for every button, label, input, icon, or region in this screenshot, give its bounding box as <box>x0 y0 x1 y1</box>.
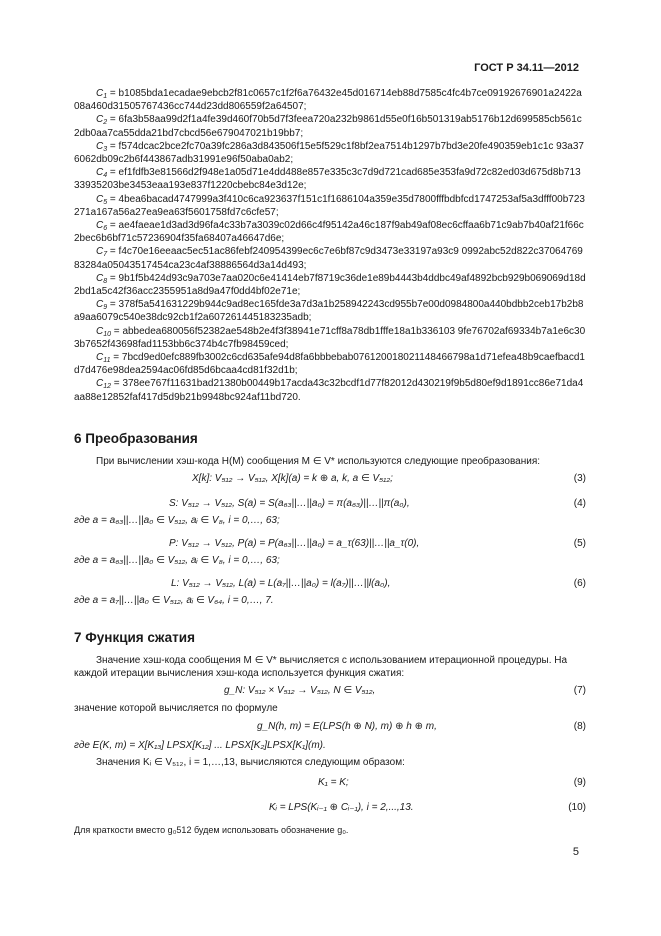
formula-5-where: где a = a₆₃||…||a₀ ∈ V₅₁₂, aᵢ ∈ V₈, i = 0,…, 63; <box>74 555 280 566</box>
section-7-title: 7 Функция сжатия <box>74 630 195 645</box>
formula-6-number: (6) <box>573 578 586 589</box>
constant-label <box>74 167 107 178</box>
constant-name: $C_9$ <box>96 299 108 312</box>
formula-9-number: (9) <box>573 777 586 788</box>
constant-value: 378ee767f11631bad21380b00449b17acda43c32bcdf1d77f82012d430219f9b5d80ef9d1891cc86e71da4aa88e12852faf417d5d9b21b9948bc924af11bd720. <box>74 378 584 403</box>
constant-index: 3 <box>103 145 108 153</box>
section-6-title: 6 Преобразования <box>74 431 198 446</box>
formula-8-number: (8) <box>573 721 586 732</box>
formula-5-number: (5) <box>573 538 586 549</box>
formula-8-where: где E(K, m) = X[K₁₃] LPSX[K₁₂] ... LPSX[K₂]LPSX[K₁](m). <box>74 740 326 751</box>
constant-name: $C_2$ <box>96 114 108 127</box>
constant-entry: $C_7$ = f4c70e16eeaac5ec51ac86febf240954399ec6c7e6bf87c9d3473e33197a93c9 0992abc52d822c3706476983284a05043517454ca23c4af38886564d3a14d493; <box>74 246 583 271</box>
iteration-constants-list <box>74 87 586 404</box>
constant-value: 7bcd9ed0efc889fb3002c6cd635afe94d8fa6bbbebab076120018021148466798a1d71efea48b9caefbacd1d7d476e98dea2594ac06fd85d6bcaa4cd81f32d1b; <box>74 352 585 377</box>
formula-6-where: где a = a₇||…||a₀ ∈ V₅₁₂, aᵢ ∈ V₆₄, i = 0,…, 7. <box>74 595 274 606</box>
constant-index: 12 <box>103 383 112 391</box>
constant-label <box>74 88 107 99</box>
constant-name: $C_7$ <box>96 246 108 259</box>
constant-index: 8 <box>103 277 108 285</box>
formula-3 <box>74 473 586 487</box>
formula-3-number: (3) <box>573 473 586 484</box>
constant-label <box>74 352 111 363</box>
formula-4-expr: S: V₅₁₂ → V₅₁₂, S(a) = S(a₆₃||…||a₀) = π(a₆₃)||…||π(a₀), <box>169 498 410 509</box>
constant-value: ae4faeae1d3ad3d96fa4c33b7a3039c02d66c4f95142a46c187f9ab49af08ec6cffaa6b71c9ab7b40af21f66c2bec6b6bf71c57236904f35fa68407a46647d6e; <box>74 220 584 245</box>
constant-label <box>74 141 107 152</box>
constant-value: 378f5a541631229b944c9ad8ec165fde3a7d3a1b258942243cd955b7e00d0984800a440bdbb2ceb17b2b8a9aa6079c540e38dc92cb1f2a607261445183235adb; <box>74 299 584 324</box>
constant-value: 4bea6bacad4747999a3f410c6ca923637f151c1f1686104a359e35d7800fffbdbfcd1747253af5a3dfff00b723271a167a56a27ea9ea63f5601758fd7c6cfe57; <box>74 193 585 218</box>
formula-5 <box>74 538 586 552</box>
constant-name: $C_4$ <box>96 167 108 180</box>
constant-name: $C_3$ <box>96 140 108 153</box>
constant-label <box>74 246 107 257</box>
constant-entry: $C_8$ = 9b1f5b424d93c9a703e7aa020c6e41414eb7f8719c36de1e89b4443b4ddbc49af4892bcb929b069069d18d2bd1a5c42f36acc2355951a8d9a47f0dd4bf02e71e; <box>74 272 586 298</box>
constant-value: f574dcac2bce2fc70a39fc286a3d843506f15e5f529c1f8bf2ea7514b1297b7bd3e20fe490359eb1c1c 93a376062db09c2b6f443867adb31991e96f50aba0ab2; <box>74 140 584 166</box>
constant-index: 9 <box>103 304 108 312</box>
formula-8-expr: g_N(h, m) = E(LPS(h ⊕ N), m) ⊕ h ⊕ m, <box>257 721 437 732</box>
formula-7-expr: g_N: V₅₁₂ × V₅₁₂ → V₅₁₂, N ∈ V₅₁₂, <box>224 685 376 696</box>
formula-9 <box>74 777 586 791</box>
constant-label <box>74 299 107 310</box>
constant-entry: $C_6$ = ae4faeae1d3ad3d96fa4c33b7a3039c02d66c4f95142a46c187f9ab49af08ec6cffaa6b71c9ab7b40af21f66c2bec6b6bf71c57236904f35fa68407a46647d6e; <box>74 220 584 245</box>
constant-entry: $C_{12}$ = 378ee767f11631bad21380b00449b17acda43c32bcdf1d77f82012d430219f9b5d80ef9d1891cc86e71da4aa88e12852faf417d5d9b21b9948bc924af11bd720. <box>74 378 584 403</box>
constant-index: 4 <box>103 172 108 180</box>
constant-index: 10 <box>103 330 112 338</box>
constant-entry: $C_{11}$ = 7bcd9ed0efc889fb3002c6cd635afe94d8fa6bbbebab076120018021148466798a1d71efea48b9caefbacd1d7d476e98dea2594ac06fd85d6bcaa4cd81f32d1b; <box>74 352 585 377</box>
text-after-formula-7: значение которой вычисляется по формуле <box>74 703 278 714</box>
constant-value: 6fa3b58aa99d2f1a4fe39d460f70b5d7f3feea720a232b9861d55e0f16b501319ab5176b12d699585cb561c2db0aa7ca55dda21bd7cbcd56e679047021b19bb7; <box>74 114 582 139</box>
constant-label <box>74 220 107 231</box>
formula-4-where: где a = a₆₃||…||a₀ ∈ V₅₁₂, aᵢ ∈ V₈, i = 0,…, 63; <box>74 515 280 526</box>
section-6-intro: При вычислении хэш-кода H(M) сообщения M ∈ V* используются следующие преобразования: <box>96 456 541 467</box>
constant-index: 1 <box>103 93 108 100</box>
formula-5-expr: P: V₅₁₂ → V₅₁₂, P(a) = P(a₆₃||…||a₀) = a_τ(63)||…||a_τ(0), <box>169 538 420 549</box>
constant-index: 11 <box>103 357 111 365</box>
formula-7 <box>74 685 586 699</box>
constant-entry: $C_1$ = b1085bda1ecadae9ebcb2f81c0657c1f2f6a76432e45d016714eb88d7585c4fc4b7ce09192676901a2422a08a460d31505767436cc744d23dd806559f2a64507; <box>74 88 582 113</box>
constant-label <box>74 378 111 389</box>
formula-4 <box>74 498 586 512</box>
keys-definition-text: Значения Kᵢ ∈ V₅₁₂, i = 1,…,13, вычисляются следующим образом: <box>96 757 405 768</box>
constant-label <box>74 114 107 125</box>
formula-4-number: (4) <box>573 498 586 509</box>
constant-value: abbedea680056f52382ae548b2e4f3f38941e71cff8a78db1fffe18a1b336103 9fe76702af69334b7a1e6c303b7652f43698fad1153bb6c374b4c7fb98459ced; <box>74 325 586 350</box>
constant-index: 6 <box>103 225 108 233</box>
constant-value: 9b1f5b424d93c9a703e7aa020c6e41414eb7f8719c36de1e89b4443b4ddbc49af4892bcb929b069069d18d2bd1a5c42f36acc2355951a8d9a47f0dd4bf02e71e; <box>74 272 586 298</box>
constant-index: 7 <box>103 251 108 259</box>
section-7-intro: Значение хэш-кода сообщения M ∈ V* вычисляется с использованием итерационной процедуры. На каждой итерации вычисления хэш-кода используется функция сжатия: <box>74 655 568 680</box>
standard-header: ГОСТ Р 34.11—2012 <box>474 62 579 74</box>
constant-entry: $C_4$ = ef1fdfb3e81566d2f948e1a05d71e4dd488e857e335c3c7d9d721cad685e353fa9d72c82ed03d675d8b71333935203be3453eaa193e837f1220cbebc84e3d12e; <box>74 167 581 192</box>
constant-entry: $C_{10}$ = abbedea680056f52382ae548b2e4f3f38941e71cff8a78db1fffe18a1b336103 9fe76702af69334b7a1e6c303b7652f43698fad1153bb6c374b4c7fb98459ced; <box>74 325 586 350</box>
constant-value: b1085bda1ecadae9ebcb2f81c0657c1f2f6a76432e45d016714eb88d7585c4fc4b7ce09192676901a2422a08a460d31505767436cc744d23dd806559f2a64507; <box>74 88 582 113</box>
formula-10-number: (10) <box>568 802 586 813</box>
formula-6-expr: L: V₅₁₂ → V₅₁₂, L(a) = L(a₇||…||a₀) = l(a₇)||…||l(a₀), <box>171 578 391 589</box>
constant-label <box>74 194 107 205</box>
formula-9-expr: K₁ = K; <box>318 777 349 788</box>
constant-label <box>74 273 107 284</box>
constant-entry: $C_9$ = 378f5a541631229b944c9ad8ec165fde3a7d3a1b258942243cd955b7e00d0984800a440bdbb2ceb17b2b8a9aa6079c540e38dc92cb1f2a607261445183235adb; <box>74 299 584 324</box>
page-number: 5 <box>572 846 579 858</box>
constant-name: $C_5$ <box>96 193 108 206</box>
constant-index: 5 <box>103 198 108 206</box>
constant-name: $C_1$ <box>96 88 108 100</box>
constant-entry: $C_5$ = 4bea6bacad4747999a3f410c6ca923637f151c1f1686104a359e35d7800fffbdbfcd1747253af5a3dfff00b723271a167a56a27ea9ea63f5601758fd7c6cfe57; <box>74 193 585 218</box>
formula-10-expr: Kᵢ = LPS(Kᵢ₋₁ ⊕ Cᵢ₋₁), i = 2,...,13. <box>269 802 414 813</box>
constant-name: $C_8$ <box>96 272 108 285</box>
constant-name: $C_{10}$ <box>96 325 112 338</box>
constant-label <box>74 326 111 337</box>
formula-7-number: (7) <box>573 685 586 696</box>
constant-name: $C_6$ <box>96 220 108 233</box>
formula-10 <box>74 802 586 816</box>
constant-value: f4c70e16eeaac5ec51ac86febf240954399ec6c7e6bf87c9d3473e33197a93c9 0992abc52d822c3706476983284a05043517454ca23c4af38886564d3a14d493; <box>74 246 583 271</box>
constant-name: $C_{11}$ <box>96 352 111 365</box>
footnote: Для краткости вместо g₀512 будем использовать обозначение g₀. <box>74 825 349 835</box>
constant-entry: $C_2$ = 6fa3b58aa99d2f1a4fe39d460f70b5d7f3feea720a232b9861d55e0f16b501319ab5176b12d699585cb561c2db0aa7ca55dda21bd7cbcd56e679047021b19bb7; <box>74 114 582 139</box>
constant-value: ef1fdfb3e81566d2f948e1a05d71e4dd488e857e335c3c7d9d721cad685e353fa9d72c82ed03d675d8b71333935203be3453eaa193e837f1220cbebc84e3d12e; <box>74 167 581 192</box>
formula-6 <box>74 578 586 592</box>
formula-8 <box>74 721 586 735</box>
constant-index: 2 <box>103 119 108 127</box>
constant-entry: $C_3$ = f574dcac2bce2fc70a39fc286a3d843506f15e5f529c1f8bf2ea7514b1297b7bd3e20fe490359eb1c1c 93a376062db09c2b6f443867adb31991e96f50aba0ab2; <box>74 140 584 166</box>
constant-name: $C_{12}$ <box>96 378 112 391</box>
formula-3-expr: X[k]: V₅₁₂ → V₅₁₂, X[k](a) = k ⊕ a, k, a ∈ V₅₁₂; <box>192 473 393 484</box>
